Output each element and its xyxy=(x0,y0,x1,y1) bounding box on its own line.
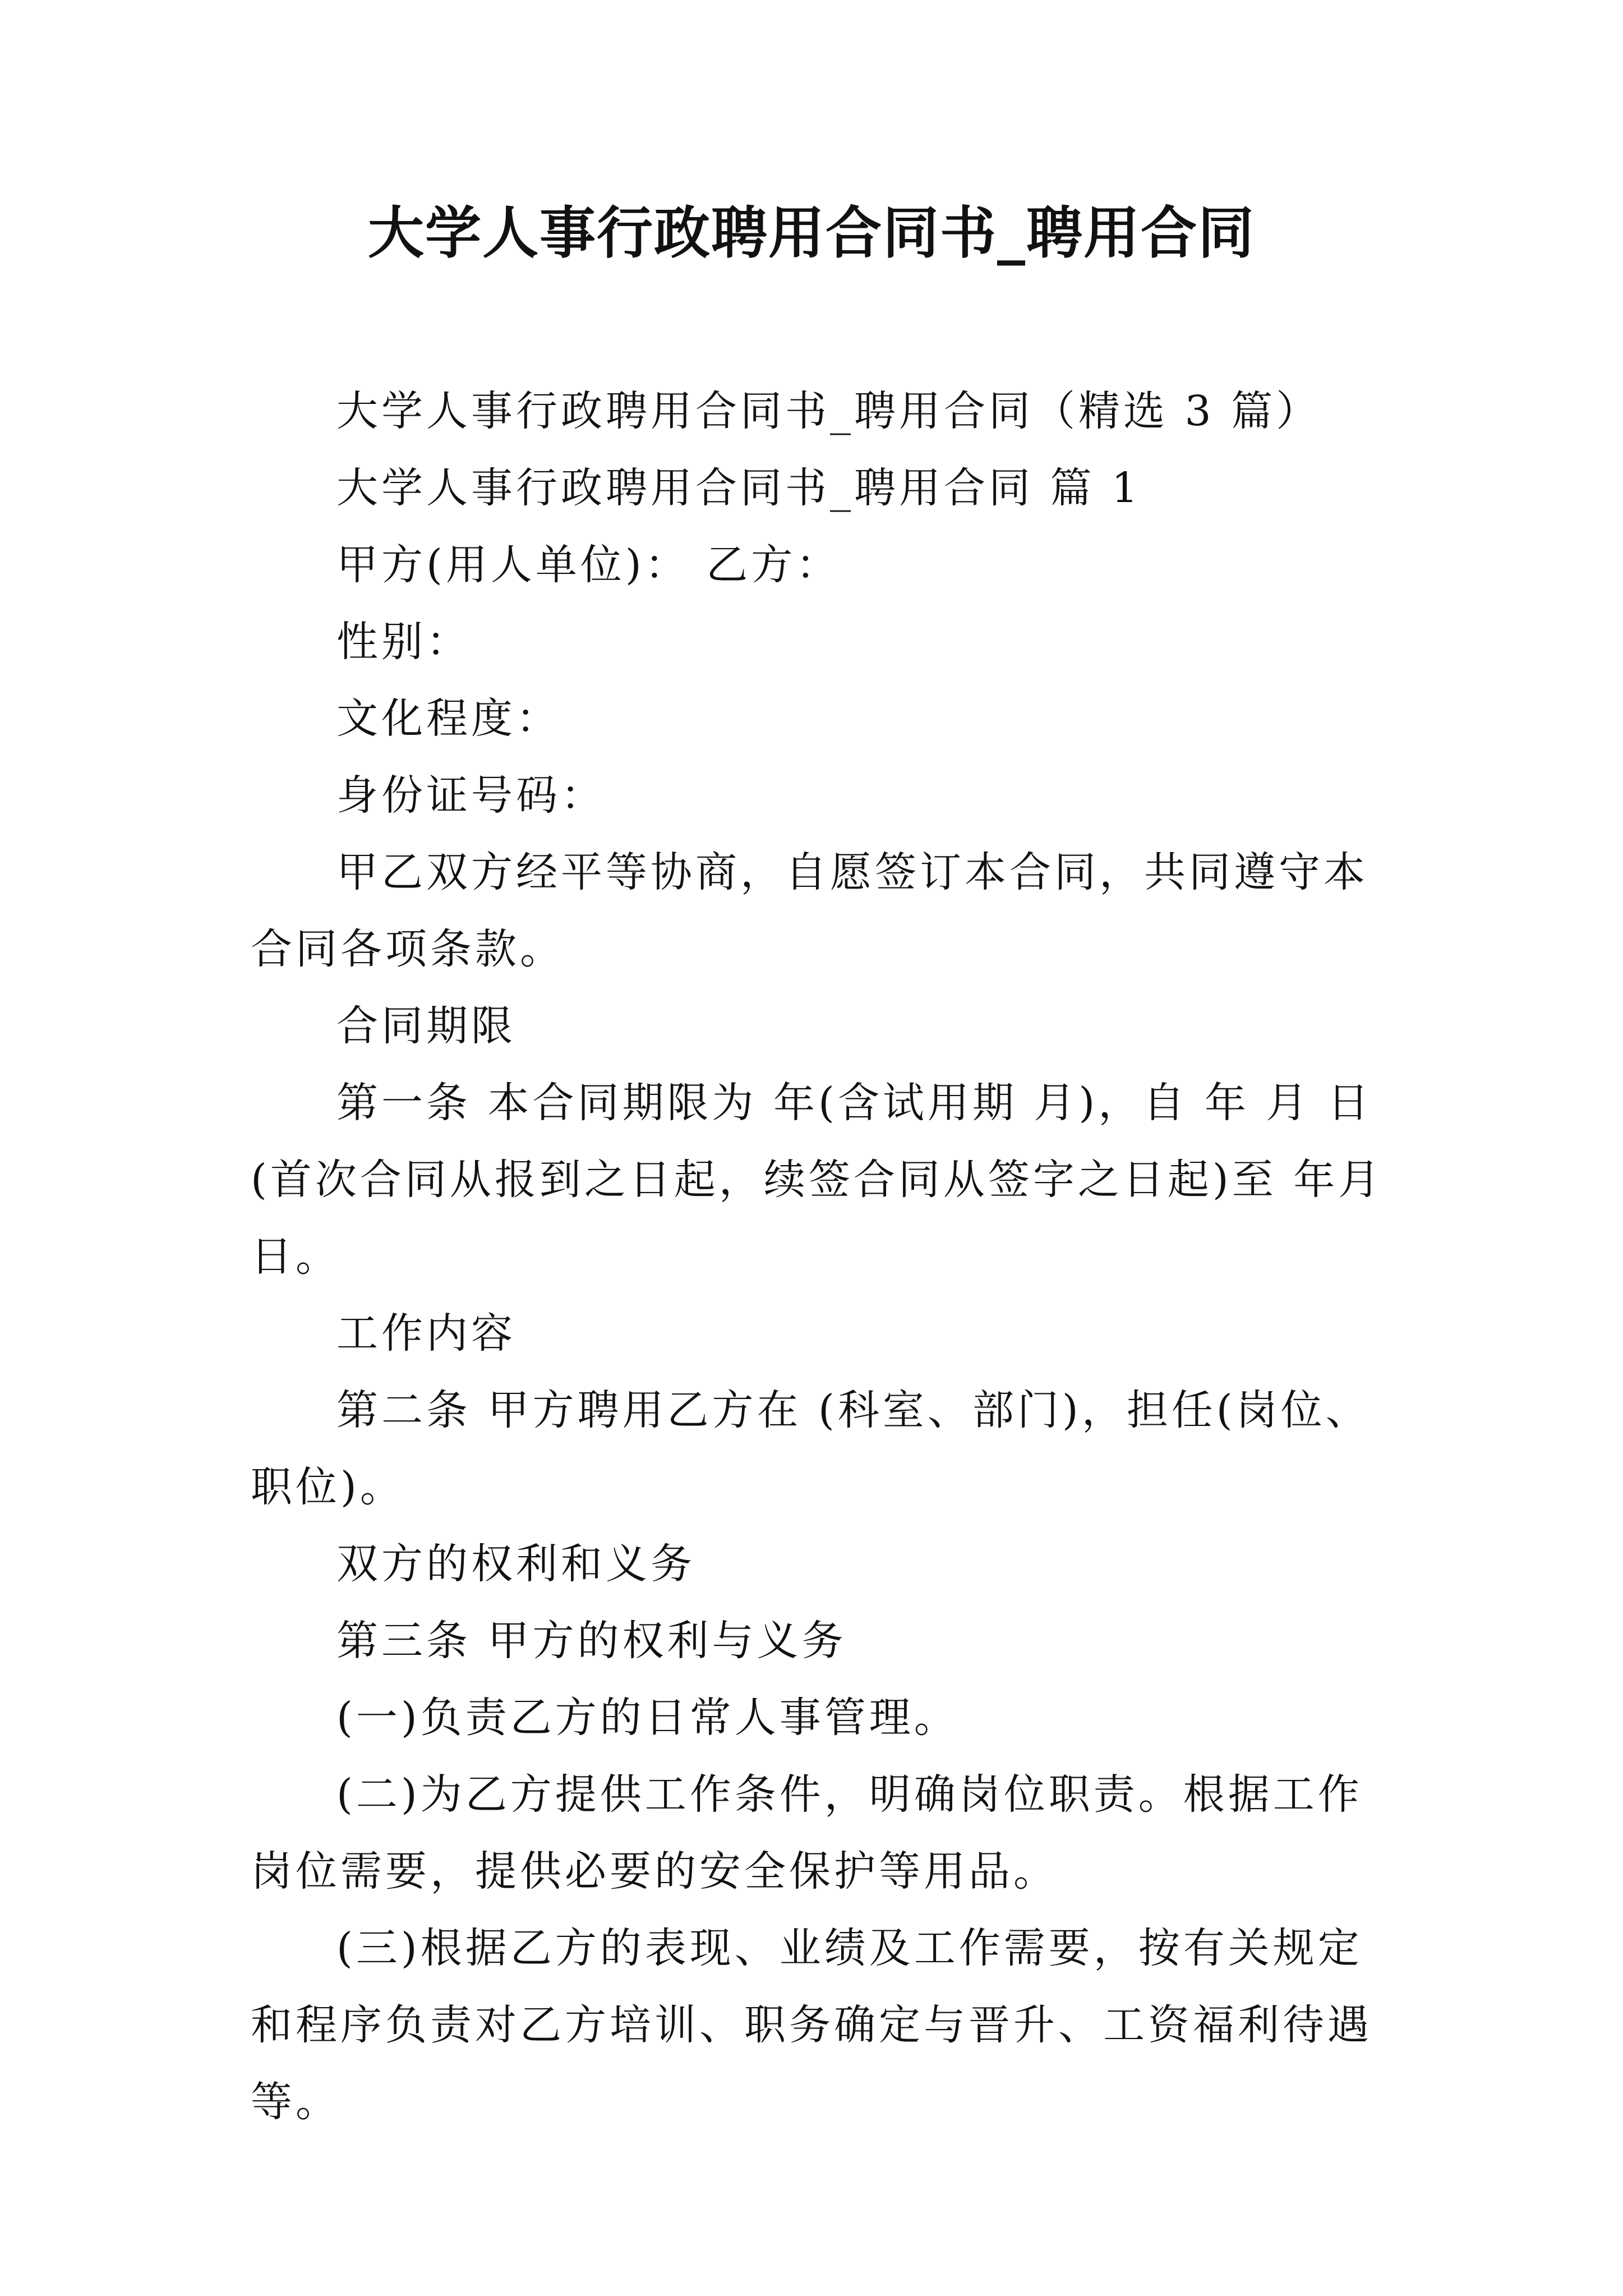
paragraph-id-number: 身份证号码： xyxy=(336,771,606,820)
paragraph-article-1: 第一条 本合同期限为 年(含试用期 月)，自 年 月 日(首次合同从报到之日起，续签合同从签字之日起)至 年月日。 xyxy=(251,1079,1384,1281)
paragraph-heading-work: 工作内容 xyxy=(336,1309,516,1358)
document-body xyxy=(251,373,1400,2141)
paragraph-agreement: 甲乙双方经平等协商，自愿签订本合同，共同遵守本合同各项条款。 xyxy=(251,848,1368,973)
paragraph-subtitle: 大学人事行政聘用合同书_聘用合同（精选 3 篇） xyxy=(336,387,1321,435)
paragraph-item-2: (二)为乙方提供工作条件，明确岗位职责。根据工作岗位需要，提供必要的安全保护等用品。 xyxy=(251,1770,1363,1895)
paragraph-heading-term: 合同期限 xyxy=(336,1002,516,1050)
paragraph-article-3: 第三条 甲方的权利与义务 xyxy=(336,1617,847,1665)
paragraph-heading-rights: 双方的权利和义务 xyxy=(336,1540,695,1588)
paragraph-education: 文化程度： xyxy=(336,694,561,743)
paragraph-item-3: (三)根据乙方的表现、业绩及工作需要，按有关规定和程序负责对乙方培训、职务确定与晋升、工资福利待遇等。 xyxy=(251,1924,1372,2126)
paragraph-section-heading: 大学人事行政聘用合同书_聘用合同 篇 1 xyxy=(336,464,1142,512)
paragraph-gender: 性别： xyxy=(336,618,471,666)
paragraph-parties: 甲方(用人单位)： 乙方： xyxy=(336,541,841,589)
paragraph-item-1: (一)负责乙方的日常人事管理。 xyxy=(336,1694,959,1742)
document-title: 大学人事行政聘用合同书_聘用合同 xyxy=(368,200,1255,266)
paragraph-article-2: 第二条 甲方聘用乙方在 (科室、部门)，担任(岗位、职位)。 xyxy=(251,1386,1371,1511)
